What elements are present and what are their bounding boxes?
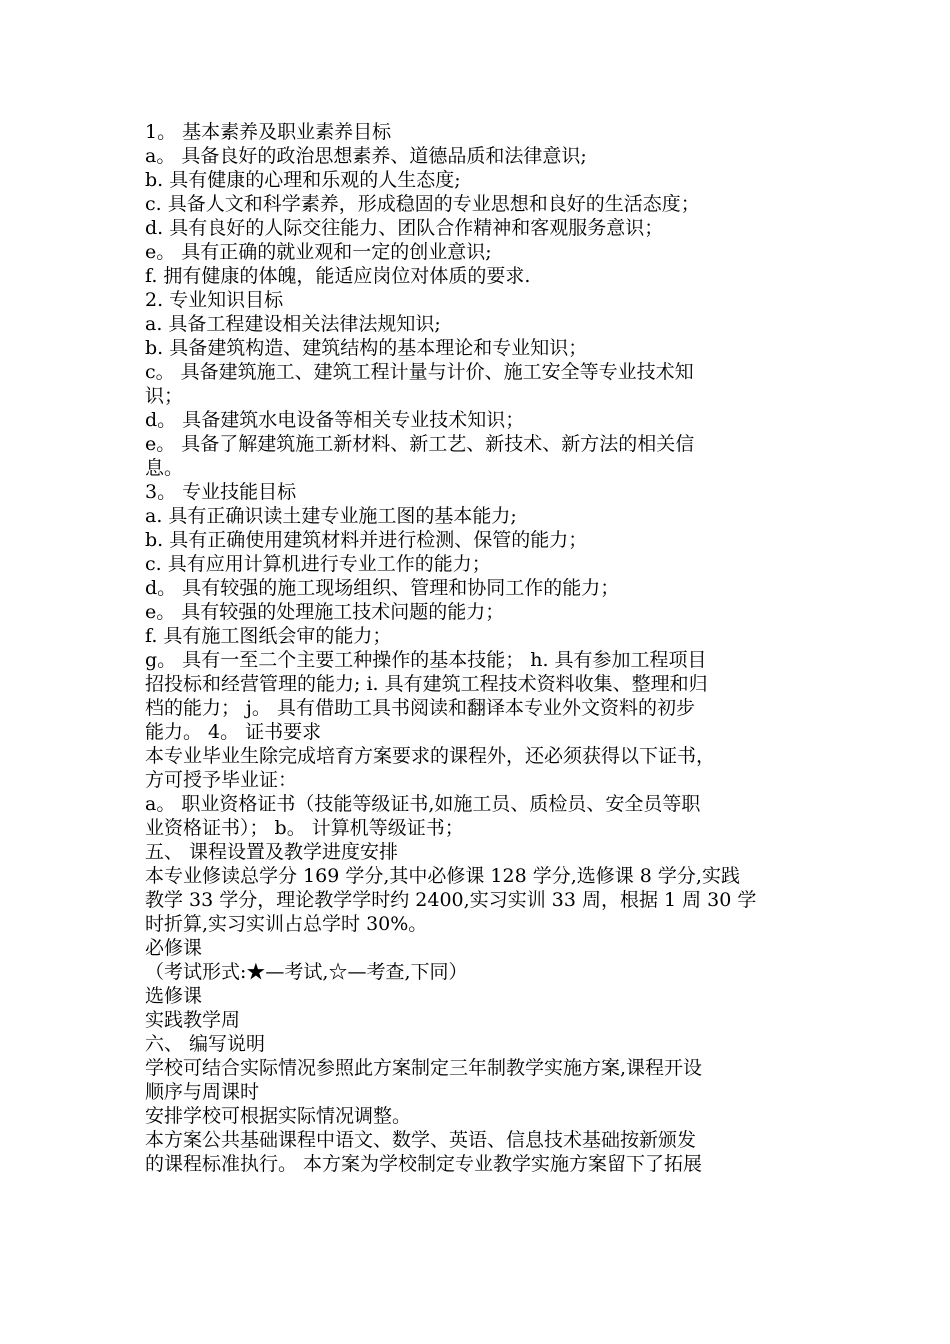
text-line: d。 具有较强的施工现场组织、管理和协同工作的能力；: [145, 577, 620, 599]
document-body: [145, 120, 805, 1176]
section-heading-skills: 3。 专业技能目标: [145, 481, 297, 503]
text-line: 学校可结合实际情况参照此方案制定三年制教学实施方案,课程开设: [145, 1057, 703, 1079]
text-line: e。 具备了解建筑施工新材料、新工艺、新技术、新方法的相关信: [145, 433, 695, 455]
subheading-elective-courses: 选修课: [145, 985, 203, 1007]
text-line: 息。: [145, 457, 184, 479]
text-line: a. 具有正确识读土建专业施工图的基本能力;: [145, 505, 517, 527]
section-heading-basic-literacy: 1。 基本素养及职业素养目标: [145, 121, 392, 143]
text-line: c. 具有应用计算机进行专业工作的能力；: [145, 553, 491, 575]
text-line: b. 具有健康的心理和乐观的人生态度;: [145, 169, 461, 191]
text-line: f. 拥有健康的体魄，能适应岗位对体质的要求.: [145, 265, 531, 287]
subheading-required-courses: 必修课: [145, 937, 203, 959]
section-heading-notes: 六、 编写说明: [145, 1033, 266, 1055]
text-line: d。 具备建筑水电设备等相关专业技术知识；: [145, 409, 525, 431]
text-line: e。 具有正确的就业观和一定的创业意识;: [145, 241, 492, 263]
text-line: 教学 33 学分，理论教学学时约 2400,实习实训 33 周，根据 1 周 30 学: [145, 889, 757, 911]
subheading-practice-weeks: 实践教学周: [145, 1009, 241, 1031]
text-line: b. 具备建筑构造、建筑结构的基本理论和专业知识；: [145, 337, 588, 359]
text-line: 顺序与周课时: [145, 1081, 260, 1103]
text-line: e。 具有较强的处理施工技术问题的能力；: [145, 601, 505, 623]
text-line: a。 职业资格证书（技能等级证书,如施工员、质检员、安全员等职: [145, 793, 701, 815]
text-line: 本方案公共基础课程中语文、数学、英语、信息技术基础按新颁发: [145, 1129, 697, 1151]
text-line: b. 具有正确使用建筑材料并进行检测、保管的能力；: [145, 529, 588, 551]
text-line: 本专业毕业生除完成培育方案要求的课程外，还必须获得以下证书，: [145, 745, 716, 767]
text-line: d. 具有良好的人际交往能力、团队合作精神和客观服务意识；: [145, 217, 664, 239]
text-line: 能力。 4。 证书要求: [145, 721, 322, 743]
text-line: 的课程标准执行。 本方案为学校制定专业教学实施方案留下了拓展: [145, 1153, 703, 1175]
text-line: a. 具备工程建设相关法律法规知识;: [145, 313, 441, 335]
text-line: 时折算,实习实训占总学时 30%。: [145, 913, 428, 935]
text-line: 安排学校可根据实际情况调整。: [145, 1105, 412, 1127]
text-line: 招投标和经营管理的能力; i. 具有建筑工程技术资料收集、整理和归: [145, 673, 708, 695]
text-line: a。 具备良好的政治思想素养、道德品质和法律意识;: [145, 145, 587, 167]
section-heading-knowledge: 2. 专业知识目标: [145, 289, 284, 311]
text-line: f. 具有施工图纸会审的能力；: [145, 625, 392, 647]
text-line: 识；: [145, 385, 184, 407]
section-heading-curriculum: 五、 课程设置及教学进度安排: [145, 841, 399, 863]
text-line: c. 具备人文和科学素养，形成稳固的专业思想和良好的生活态度；: [145, 193, 700, 215]
text-line: 本专业修读总学分 169 学分,其中必修课 128 学分,选修课 8 学分,实践: [145, 865, 740, 887]
text-line: 业资格证书）； b。 计算机等级证书；: [145, 817, 464, 839]
text-line: 档的能力； j。 具有借助工具书阅读和翻译本专业外文资料的初步: [145, 697, 695, 719]
text-line: c。 具备建筑施工、建筑工程计量与计价、施工安全等专业技术知: [145, 361, 694, 383]
text-line: g。 具有一至二个主要工种操作的基本技能； h. 具有参加工程项目: [145, 649, 707, 671]
text-line: 方可授予毕业证：: [145, 769, 298, 791]
exam-format-note: （考试形式:★—考试,☆—考查,下同）: [145, 961, 468, 983]
